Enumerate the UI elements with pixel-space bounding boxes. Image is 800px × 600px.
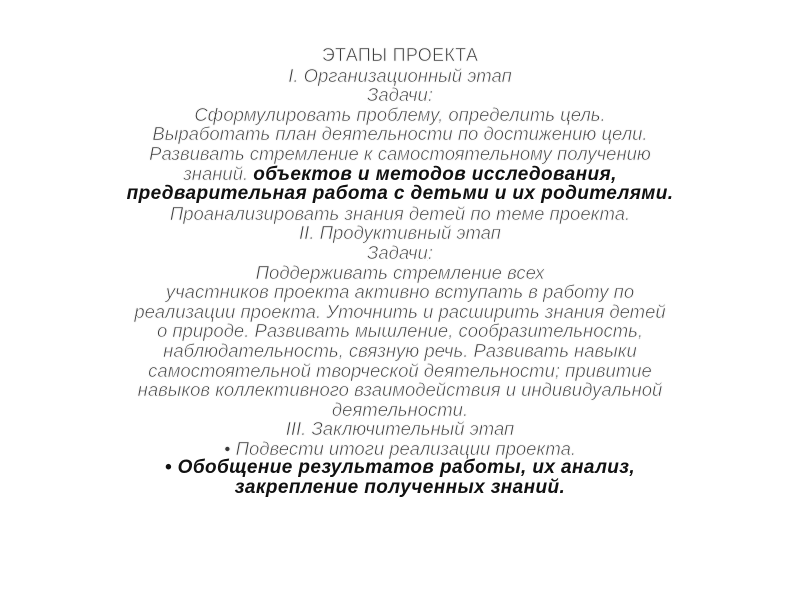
stage1-tasks-label (40, 85, 760, 105)
stage1-line-4-start: знаний. (183, 162, 254, 184)
stage3-line-3: закрепление полученных знаний. (234, 477, 566, 499)
project-stages-text (40, 46, 760, 498)
stage1-line-6: Проанализировать знания детей по теме проекта. (169, 202, 631, 224)
stage1-line-3: Развивать стремление к самостоятельному получению (149, 142, 651, 164)
stage1-heading: I. Организационный этап (288, 64, 512, 86)
stage2-line-4: о природе. Развивать мышление, сообразительность, (156, 320, 644, 342)
stage1-tasks-word: Задачи (367, 84, 428, 106)
stage2-tasks-colon: : (427, 241, 433, 263)
stage1-line-5: предварительная работа с детьми и их родителями. (126, 183, 674, 205)
stage3-line-2: • Обобщение результатов работы, их анализ, (164, 457, 636, 479)
stage2-tasks-word: Задачи (367, 241, 428, 263)
stage2-line-8: деятельности. (331, 398, 469, 420)
stage2-line-2: участников проекта активно вступать в работу по (165, 281, 635, 303)
stage2-line-5: наблюдательность, связную речь. Развивать навыки (163, 339, 637, 361)
stage2-line-6: самостоятельной творческой деятельности; привитие (148, 359, 652, 381)
stage2-line-3: реализации проекта. Уточнить и расширить знания детей (134, 300, 666, 322)
stage1-line-2: Выработать план деятельности по достижению цели. (152, 123, 648, 145)
stage2-line-1: Поддерживать стремление всех (255, 261, 545, 283)
stage3-line-1: • Подвести итоги реализации проекта. (223, 437, 577, 459)
stage1-tasks-colon: : (427, 84, 433, 106)
stage1-line-1: Сформулировать проблему, определить цель. (194, 103, 606, 125)
stage3-heading: III. Заключительный этап (285, 418, 515, 440)
stage2-tasks-label (40, 243, 760, 263)
page-title: ЭТАПЫ ПРОЕКТА (321, 45, 479, 65)
stage2-heading: II. Продуктивный этап (299, 222, 501, 244)
stage2-line-7: навыков коллективного взаимодействия и индивидуальной (137, 379, 663, 401)
stage1-line-4-bold: объектов и методов исследования, (253, 163, 617, 185)
stage1-line-4 (40, 164, 760, 185)
